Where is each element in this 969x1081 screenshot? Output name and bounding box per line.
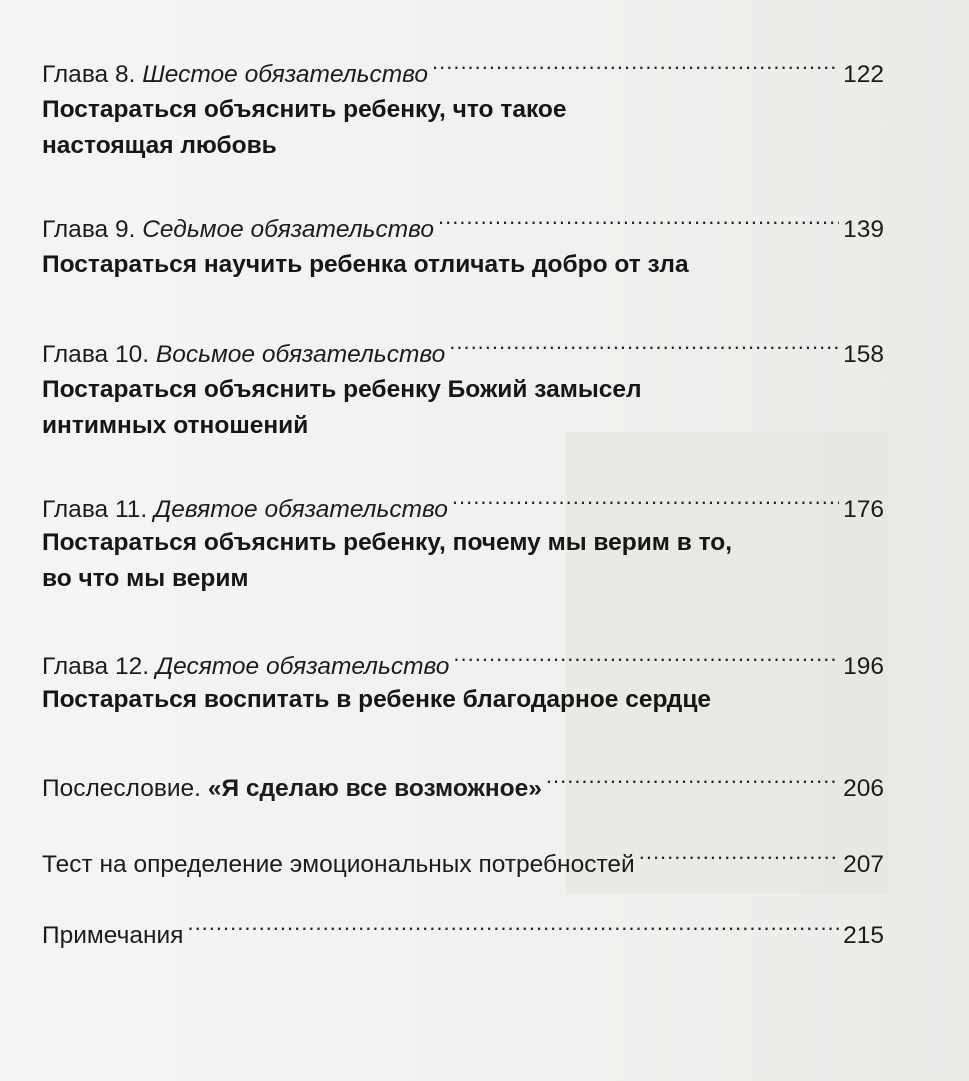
- description-line: Постараться воспитать в ребенке благодарное сердце: [42, 686, 712, 713]
- chapter-description: [42, 92, 884, 164]
- toc-row: [42, 487, 884, 523]
- description-line: Постараться объяснить ребенку, почему мы верим в то,: [42, 529, 733, 556]
- toc-entry-notes: [42, 913, 884, 949]
- toc-entry-chapter-11: [42, 487, 884, 597]
- chapter-description: [42, 525, 884, 597]
- toc-row: [42, 913, 884, 949]
- page-number: 207: [843, 851, 884, 878]
- dot-leader: [449, 332, 839, 362]
- chapter-label: Глава 10.: [42, 341, 150, 368]
- dot-leader: [452, 487, 839, 517]
- afterword-title: «Я сделаю все возможное»: [207, 775, 542, 802]
- chapter-description: [42, 372, 884, 444]
- test-label: Тест на определение эмоциональных потребностей: [42, 851, 635, 878]
- dot-leader: [453, 644, 839, 674]
- chapter-description: [42, 682, 884, 718]
- page-number: 176: [843, 496, 884, 523]
- notes-label: Примечания: [42, 922, 184, 949]
- chapter-label: Глава 9.: [42, 216, 136, 243]
- dot-leader: [187, 913, 839, 943]
- toc-row: [42, 766, 884, 802]
- toc-entry-afterword: [42, 766, 884, 802]
- dot-leader: [432, 52, 839, 82]
- chapter-subtitle: Десятое обязательство: [155, 653, 450, 680]
- toc-entry-chapter-10: [42, 332, 884, 444]
- chapter-subtitle: Шестое обязательство: [142, 61, 428, 88]
- page-number: 158: [843, 341, 884, 368]
- page-number: 196: [843, 653, 884, 680]
- toc-entry-test: [42, 842, 884, 878]
- toc-row: [42, 52, 884, 88]
- chapter-subtitle: Седьмое обязательство: [142, 216, 434, 243]
- toc-row: [42, 842, 884, 878]
- dot-leader: [546, 766, 839, 796]
- chapter-label: Глава 8.: [42, 61, 136, 88]
- chapter-subtitle: Восьмое обязательство: [155, 341, 446, 368]
- toc-row: [42, 332, 884, 368]
- toc-entry-chapter-12: [42, 644, 884, 718]
- toc-row: [42, 644, 884, 680]
- dot-leader: [639, 842, 839, 872]
- description-line: Постараться научить ребенка отличать добро от зла: [42, 251, 689, 278]
- afterword-label: Послесловие.: [42, 775, 201, 802]
- chapter-label: Глава 11.: [42, 496, 148, 523]
- toc-entry-chapter-9: [42, 207, 884, 283]
- page-number: 122: [843, 61, 884, 88]
- chapter-description: [42, 247, 884, 283]
- description-line: во что мы верим: [42, 565, 249, 592]
- dot-leader: [438, 207, 839, 237]
- description-line: настоящая любовь: [42, 132, 277, 159]
- chapter-label: Глава 12.: [42, 653, 150, 680]
- page-number: 139: [843, 216, 884, 243]
- toc-entry-chapter-8: [42, 52, 884, 164]
- description-line: Постараться объяснить ребенку, что такое: [42, 96, 567, 123]
- description-line: интимных отношений: [42, 412, 309, 439]
- page-number: 215: [843, 922, 884, 949]
- description-line: Постараться объяснить ребенку Божий замысел: [42, 376, 642, 403]
- toc-row: [42, 207, 884, 243]
- page-number: 206: [843, 775, 884, 802]
- chapter-subtitle: Девятое обязательство: [154, 496, 448, 523]
